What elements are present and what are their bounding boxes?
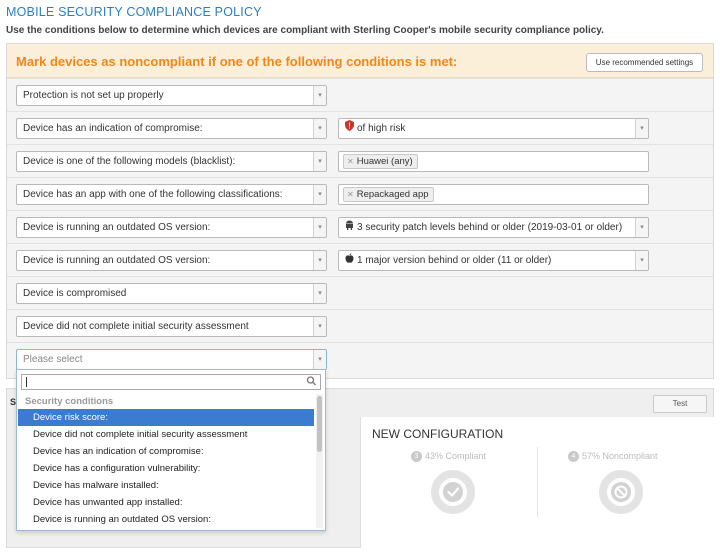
- use-recommended-settings-button[interactable]: Use recommended settings: [586, 53, 703, 72]
- dropdown-list: [18, 394, 314, 528]
- chevron-down-icon: ▾: [635, 251, 648, 270]
- compliant-count: 3: [411, 451, 422, 462]
- risk-level-select[interactable]: [338, 118, 649, 139]
- compliant-donut: [430, 469, 476, 515]
- conditions-panel: [6, 43, 714, 379]
- chevron-down-icon: ▾: [635, 119, 648, 138]
- dropdown-option[interactable]: Device risk score:: [18, 409, 314, 426]
- text-cursor: [26, 377, 27, 387]
- condition-row: [7, 177, 713, 210]
- chevron-down-icon: ▾: [313, 86, 326, 105]
- condition-select[interactable]: [16, 283, 327, 304]
- config-title: NEW CONFIGURATION: [372, 427, 504, 441]
- dropdown-option[interactable]: Device has unwanted app installed:: [33, 497, 183, 508]
- classification-tag-label: Repackaged app: [356, 189, 429, 200]
- new-condition-placeholder: Please select: [23, 354, 83, 365]
- new-configuration-card: [360, 417, 714, 548]
- condition-select[interactable]: [16, 217, 327, 238]
- condition-select-label: Device is compromised: [23, 288, 127, 299]
- conditions-banner: [7, 44, 713, 78]
- noncompliant-donut: [598, 469, 644, 515]
- model-tag-label: Huawei (any): [356, 156, 413, 167]
- models-multiselect[interactable]: [338, 151, 649, 172]
- chevron-down-icon: ▾: [313, 185, 326, 204]
- dropdown-option[interactable]: Device did not complete initial security assessment: [33, 429, 248, 440]
- section-label: S: [10, 397, 17, 407]
- condition-row: [7, 309, 713, 342]
- chevron-down-icon: ▾: [313, 284, 326, 303]
- ios-version-value: 1 major version behind or older (11 or older): [357, 255, 552, 267]
- dropdown-option[interactable]: Device has a configuration vulnerability:: [33, 463, 201, 474]
- condition-select[interactable]: [16, 85, 327, 106]
- banner-text: Mark devices as noncompliant if one of the following conditions is met:: [16, 54, 458, 69]
- condition-row: [7, 243, 713, 276]
- app-classification-multiselect[interactable]: [338, 184, 649, 205]
- condition-select-label: Device is running an outdated OS version:: [23, 255, 211, 266]
- condition-select[interactable]: [16, 184, 327, 205]
- new-condition-select[interactable]: [16, 349, 327, 370]
- android-version-select[interactable]: [338, 217, 649, 238]
- ios-version-select[interactable]: [338, 250, 649, 271]
- condition-row: [7, 210, 713, 243]
- divider: [537, 447, 538, 517]
- compliant-label: 43% Compliant: [425, 451, 487, 461]
- android-version-value: 3 security patch levels behind or older (2019-03-01 or older): [357, 222, 623, 234]
- scrollbar-thumb[interactable]: [317, 396, 322, 452]
- remove-tag-icon[interactable]: ✕: [347, 157, 354, 166]
- remove-tag-icon[interactable]: ✕: [347, 190, 354, 199]
- condition-select[interactable]: [16, 250, 327, 271]
- chevron-down-icon: ▾: [313, 350, 326, 369]
- search-icon: [306, 374, 317, 393]
- condition-select-label: Device did not complete initial security assessment: [23, 321, 249, 332]
- condition-select-label: Device has an indication of compromise:: [23, 123, 203, 134]
- dropdown-scrollbar[interactable]: [316, 394, 323, 528]
- dropdown-option[interactable]: Device has malware installed:: [33, 480, 159, 491]
- condition-select-label: Protection is not set up properly: [23, 90, 164, 101]
- chevron-down-icon: ▾: [313, 317, 326, 336]
- condition-select-label: Device has an app with one of the following classifications:: [23, 189, 283, 200]
- condition-row: [7, 111, 713, 144]
- classification-tag: [343, 187, 434, 202]
- noncompliant-count: 4: [568, 451, 579, 462]
- condition-row: [7, 78, 713, 111]
- condition-select-label: Device is running an outdated OS version:: [23, 222, 211, 233]
- noncompliant-stat: [568, 451, 658, 462]
- noncompliant-label: 57% Noncompliant: [582, 451, 658, 461]
- test-button[interactable]: Test: [653, 395, 707, 413]
- page-description: Use the conditions below to determine which devices are compliant with Sterling Cooper's mobile security compliance policy.: [6, 25, 604, 36]
- condition-row: [7, 276, 713, 309]
- chevron-down-icon: ▾: [635, 218, 648, 237]
- dropdown-option[interactable]: Device is running an outdated OS version:: [33, 514, 211, 525]
- chevron-down-icon: ▾: [313, 119, 326, 138]
- condition-select[interactable]: [16, 118, 327, 139]
- chevron-down-icon: ▾: [313, 251, 326, 270]
- shield-icon: [345, 119, 354, 138]
- android-icon: [345, 218, 354, 237]
- dropdown-option[interactable]: Device has an indication of compromise:: [33, 446, 204, 457]
- dropdown-search-input[interactable]: [21, 374, 321, 390]
- condition-select[interactable]: [16, 316, 327, 337]
- dropdown-group-label: Security conditions: [25, 396, 114, 407]
- apple-icon: [345, 251, 354, 270]
- chevron-down-icon: ▾: [313, 152, 326, 171]
- condition-select-label: Device is one of the following models (blacklist):: [23, 156, 236, 167]
- chevron-down-icon: ▾: [313, 218, 326, 237]
- risk-level-value: of high risk: [357, 123, 406, 135]
- compliant-stat: [411, 451, 486, 462]
- condition-dropdown: [16, 369, 326, 531]
- page-title: MOBILE SECURITY COMPLIANCE POLICY: [6, 5, 262, 19]
- model-tag: [343, 154, 418, 169]
- condition-row: [7, 144, 713, 177]
- condition-select[interactable]: [16, 151, 327, 172]
